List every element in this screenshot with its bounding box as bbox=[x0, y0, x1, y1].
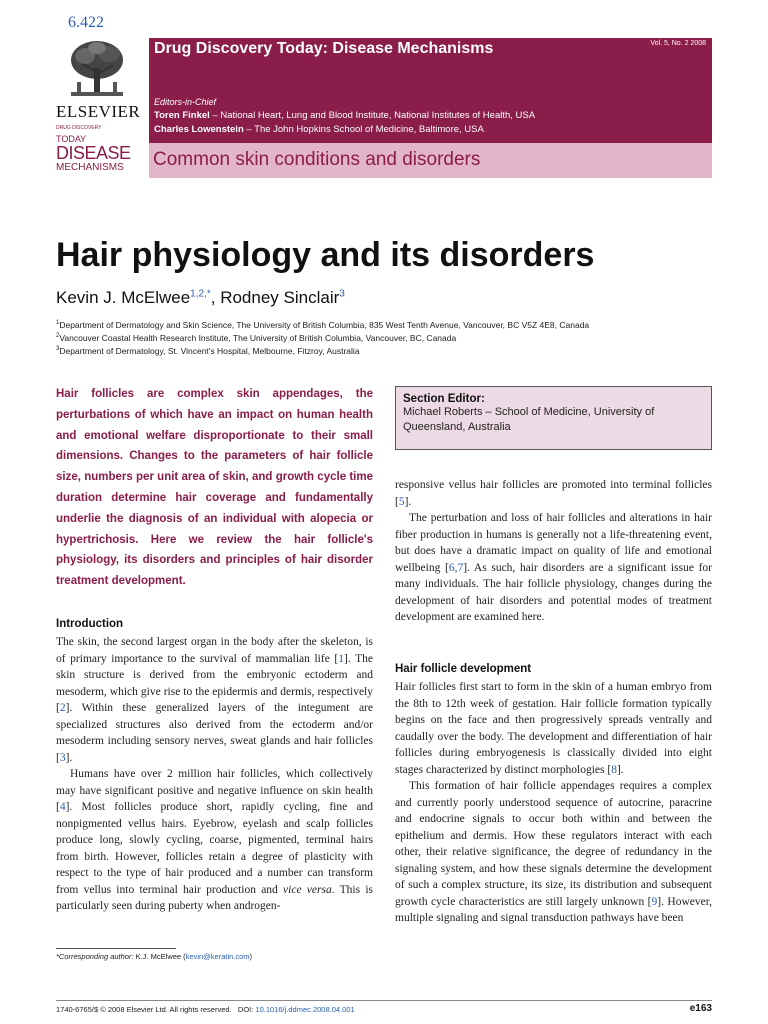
paragraph bbox=[395, 477, 712, 510]
section-title: Common skin conditions and disorders bbox=[153, 149, 481, 170]
affiliation-text: Department of Dermatology and Skin Science, The University of British Columbia, 835 West Tenth Avenue, Vancouver, BC V5Z 4E8, Canada bbox=[59, 320, 590, 330]
logo-line-disease: DISEASE bbox=[56, 143, 131, 163]
text-run: ]. Within these generalized layers of the integument are specialized structures also derived from the ectoderm and/or mesoderm including sensory nerves, sweat glands and hair follicles [ bbox=[56, 702, 373, 764]
text-run: Humans have over 2 million hair follicles, which collectively may have significant positive and negative influence on skin health [ bbox=[56, 768, 373, 813]
author-line bbox=[56, 288, 345, 308]
editor-line bbox=[154, 110, 535, 121]
article-title: Hair physiology and its disorders bbox=[56, 236, 595, 274]
affiliation-line bbox=[56, 333, 456, 343]
footer-doi-label: DOI: bbox=[237, 1005, 256, 1014]
corresponding-author-footnote bbox=[56, 952, 252, 961]
text-run: ]. The skin structure is derived from the embryonic ectoderm and mesoderm, which give rise to the epidermis and dermis, respectively [ bbox=[56, 652, 373, 714]
footer-divider bbox=[56, 1000, 712, 1001]
affiliation-number: 2 bbox=[56, 333, 60, 340]
paragraph bbox=[395, 778, 712, 927]
affiliation-line bbox=[56, 346, 360, 356]
citation-link[interactable]: 9 bbox=[651, 895, 658, 908]
paragraph bbox=[56, 634, 373, 766]
text-run-italic: vice versa bbox=[283, 883, 332, 896]
footnote-end: ) bbox=[249, 952, 253, 961]
footer-copyright bbox=[56, 1005, 355, 1014]
footnote-divider bbox=[56, 948, 176, 949]
paragraph bbox=[395, 679, 712, 778]
editor-name: Charles Lowenstein bbox=[154, 124, 244, 135]
banner-section-band bbox=[149, 143, 712, 178]
affiliation-number: 1 bbox=[56, 320, 60, 327]
editor-name: Toren Finkel bbox=[154, 110, 210, 121]
text-run: ]. However, multiple signaling and signal transduction pathways have been bbox=[395, 895, 712, 924]
text-run: ]. bbox=[616, 763, 624, 776]
citation-link[interactable]: 1 bbox=[338, 652, 344, 665]
doi-link[interactable]: 10.1016/j.ddmec.2008.04.001 bbox=[255, 1005, 355, 1014]
citation-link[interactable]: 4 bbox=[59, 801, 66, 813]
footnote-label: *Corresponding author: bbox=[56, 952, 134, 961]
text-run: This formation of hair follicle appendages requires a complex and currently poorly understood sequence of autocrine, paracrine and endocrine signals to occur both within and between the epithelium and dermis. How these regulators interact with each other, their relative significance, the degree of redundancy in the signaling system, and how these signals determine the development of such a complex structure, its size, its distribution and subsequent growth cycle characteristics are still largely unknown [ bbox=[395, 780, 712, 908]
section-editor-box bbox=[395, 386, 712, 450]
text-run: ]. bbox=[404, 495, 412, 508]
section-heading-hair-follicle-development: Hair follicle development bbox=[395, 663, 532, 675]
citation-link[interactable]: 8 bbox=[611, 763, 617, 776]
author-separator: , bbox=[210, 288, 221, 307]
text-run: ]. bbox=[65, 751, 73, 764]
logo-line-today: TODAY bbox=[56, 134, 87, 144]
left-column-body bbox=[56, 634, 373, 915]
journal-title: Drug Discovery Today: Disease Mechanisms bbox=[154, 40, 494, 57]
editor-line bbox=[154, 124, 484, 135]
author-affiliation-marks[interactable]: 3 bbox=[339, 288, 345, 300]
section-editor-label: Section Editor: bbox=[403, 393, 485, 405]
right-column-body-continued bbox=[395, 679, 712, 927]
section-heading-introduction: Introduction bbox=[56, 618, 124, 630]
text-run: ]. Most follicles produce short, rapidly cycling, fine and nonpigmented vellus hairs. Eyebrow, eyelash and scalp follicles produce long, slowly cycling, coarse, pigmented, terminal hairs from birth. However, follicles retain a degree of plasticity with respect to the type of hair produced and a number can transform from vellus into terminal hair production and bbox=[56, 801, 373, 896]
text-run: The skin, the second largest organ in the body after the skeleton, is of primary importance to the survival of mammalian life [ bbox=[56, 636, 373, 665]
volume-label: Vol. 5, No. 2 2008 bbox=[650, 40, 706, 47]
text-run: ]. As such, hair disorders are a significant issue for many individuals. The hair follicle physiology, changes during the development of hair disorders and potential modes of treatment development are examined here. bbox=[395, 561, 712, 623]
page-count-number: 6.422 bbox=[68, 14, 104, 31]
abstract: Hair follicles are complex skin appendages, the perturbations of which have an impact on human health and emotional welfare disproportionate to their small dimensions. Changes to the parameters of hair follicle size, numbers per unit area of skin, and growth cycle time duration determine hair coverage and fundamentally underlie the diagnosis of an individual with alopecia or hypertrichosis. Here we review the hair follicle's physiology, its disorders and principles of hair disorder treatment development. bbox=[56, 388, 373, 588]
right-column-body bbox=[395, 477, 712, 626]
editors-in-chief-label: Editors-in-Chief bbox=[154, 97, 217, 107]
page-number: e163 bbox=[689, 1003, 712, 1014]
affiliation-text: Department of Dermatology, St. Vincent's Hospital, Melbourne, Fitzroy, Australia bbox=[59, 346, 360, 356]
text-run: responsive vellus hair follicles are promoted into terminal follicles [ bbox=[395, 479, 712, 508]
footer-issn: 1740-6765/$ © 2008 Elsevier Ltd. All rights reserved. bbox=[56, 1005, 232, 1014]
footnote-text: K.J. McElwee ( bbox=[133, 952, 186, 961]
affiliation-number: 3 bbox=[56, 346, 60, 353]
logo-line-drug-discovery: DRUG DISCOVERY bbox=[56, 125, 102, 131]
section-editor-text: Michael Roberts – School of Medicine, University of Queensland, Australia bbox=[403, 406, 655, 433]
editor-affiliation: – The John Hopkins School of Medicine, Baltimore, USA bbox=[243, 124, 484, 135]
journal-banner bbox=[149, 38, 712, 178]
text-run: Hair follicles first start to form in the skin of a human embryo from the 8th to 12th week of gestation. Hair follicle formation typically begins on the face and then progressively spreads ventrally and caudally over the body. The development and differentiation of hair follicles during embryogenesis is classically divided into eight stages characterized by distinct morphologies [ bbox=[395, 681, 712, 776]
paragraph bbox=[56, 766, 373, 915]
text-run: . This is particularly seen during puberty when androgen- bbox=[56, 883, 373, 912]
logo-line-mechanisms: MECHANISMS bbox=[56, 162, 124, 173]
publisher-name: ELSEVIER bbox=[56, 102, 141, 121]
text-run: The perturbation and loss of hair follicles and alterations in hair fiber production in humans is generally not a life-threatening event, but does have a dramatic impact on quality of life and emotional wellbeing [ bbox=[395, 512, 712, 574]
banner-dark-band bbox=[149, 38, 712, 143]
elsevier-tree-icon bbox=[67, 38, 127, 100]
citation-link[interactable]: 2 bbox=[59, 702, 66, 714]
citation-link[interactable]: 6,7 bbox=[448, 561, 464, 574]
citation-link[interactable]: 5 bbox=[398, 495, 405, 508]
author-name: Kevin J. McElwee bbox=[56, 288, 191, 307]
affiliation-text: Vancouver Coastal Health Research Institute, The University of British Columbia, Vancouver, BC, Canada bbox=[59, 333, 457, 343]
paragraph bbox=[395, 510, 712, 626]
editor-affiliation: – National Heart, Lung and Blood Institute, National Institutes of Health, USA bbox=[209, 110, 536, 121]
author-name: Rodney Sinclair bbox=[220, 288, 340, 307]
affiliation-line bbox=[56, 320, 589, 330]
author-affiliation-marks[interactable]: 1,2,* bbox=[190, 288, 211, 300]
journal-logo bbox=[56, 38, 141, 173]
citation-link[interactable]: 3 bbox=[59, 751, 66, 764]
email-link[interactable]: kevin@keratin.com bbox=[185, 952, 250, 961]
